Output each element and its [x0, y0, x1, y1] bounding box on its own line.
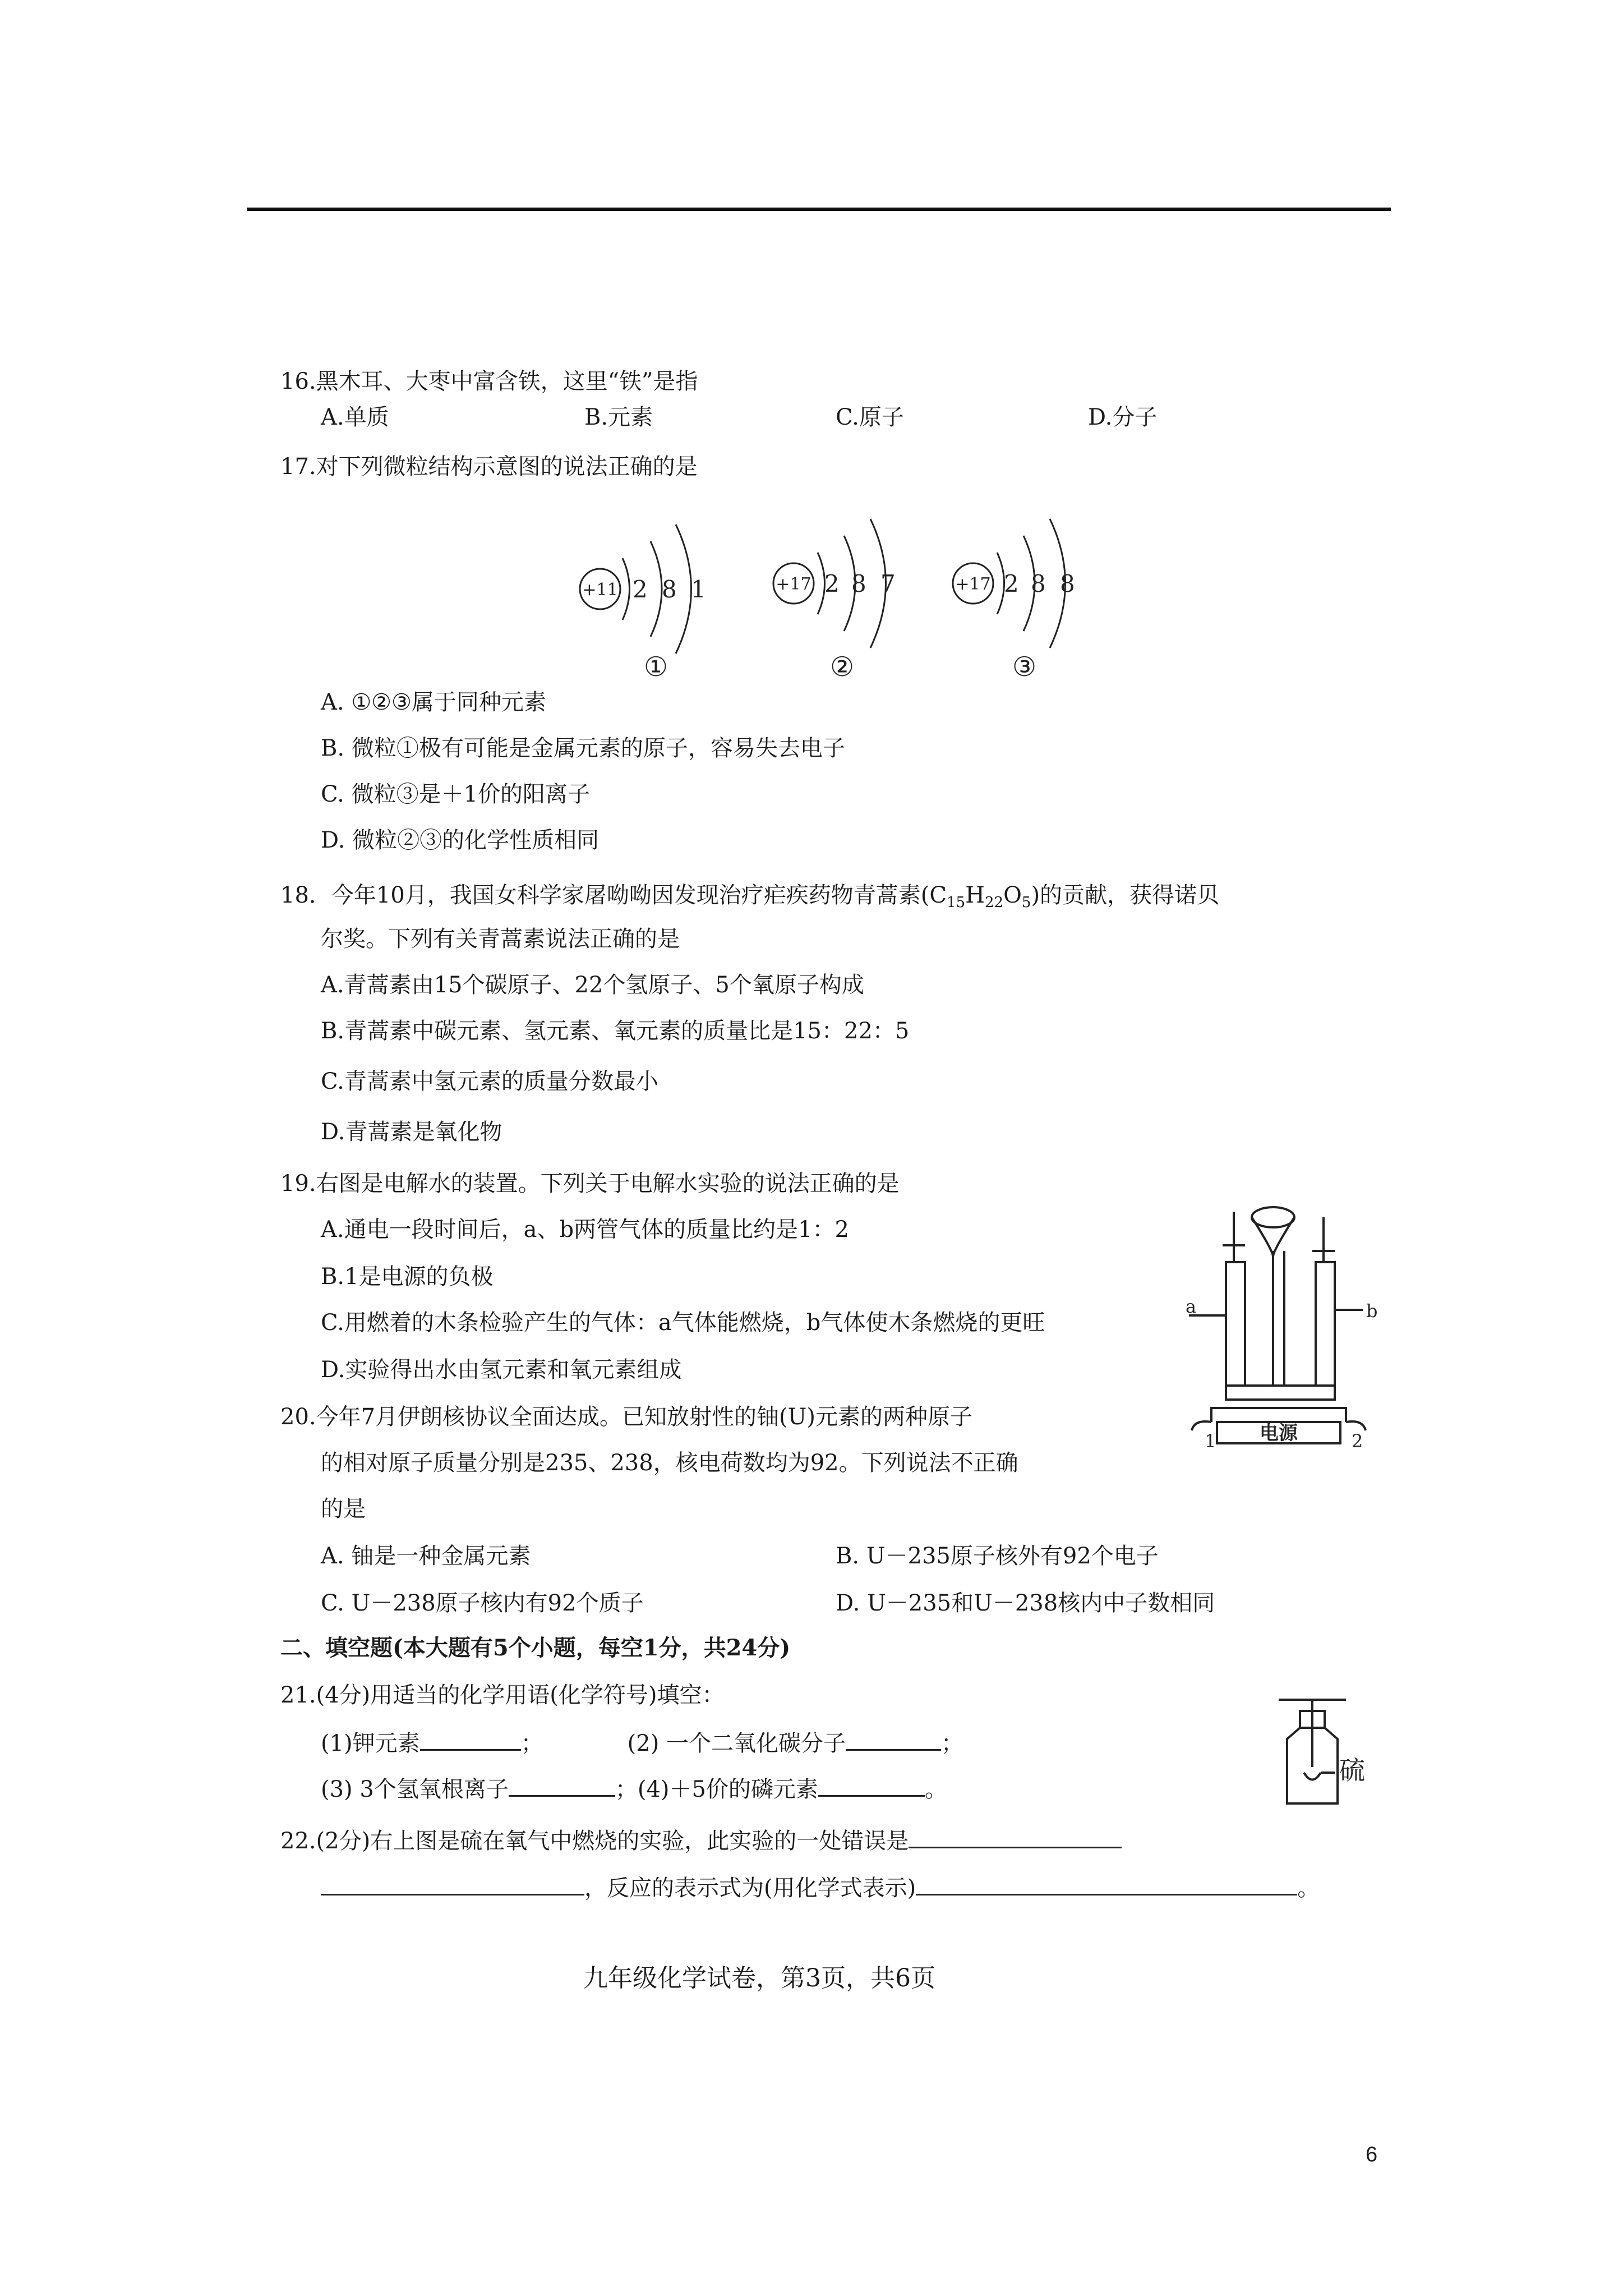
atom-2-nucleus: +17 [776, 574, 811, 594]
atom-1-nucleus: +11 [582, 580, 618, 600]
q21-stem: 21.(4分)用适当的化学用语(化学符号)填空： [280, 1682, 725, 1708]
q16-option-a: A.单质 [321, 404, 389, 430]
atom-3-shell-3: 8 [1060, 570, 1075, 597]
q21-blank-1[interactable] [420, 1727, 521, 1751]
q21-blank-2[interactable] [846, 1727, 941, 1751]
q18-stem-line1: 18．今年10月，我国女科学家屠呦呦因发现治疗疟疾药物青蒿素$(C_{15}H_{22}O_5)$的贡献，获得诺贝 [280, 882, 1220, 911]
q20-stem-line2: 的相对原子质量分别是235、238，核电荷数均为92。下列说法不正确 [321, 1450, 1018, 1476]
atom-diagram-3 [953, 519, 1075, 683]
sulfur-label: 硫 [1339, 1755, 1365, 1786]
q19-option-c: C.用燃着的木条检验产生的气体：a气体能燃烧，b气体使木条燃烧的更旺 [321, 1310, 1045, 1336]
electrolysis-apparatus-figure [1186, 1200, 1391, 1452]
q16-option-c: C.原子 [836, 404, 904, 430]
q16-stem: 16.黑木耳、大枣中富含铁，这里“铁”是指 [280, 369, 698, 394]
atom-diagram-2 [773, 519, 896, 683]
atom-1-shell-3: 1 [691, 576, 706, 603]
q22-blank-1[interactable] [909, 1824, 1122, 1848]
sulfur-combustion-flask-figure [1273, 1688, 1396, 1818]
q17-option-b: B. 微粒①极有可能是金属元素的原子，容易失去电子 [321, 735, 845, 761]
q22-blank-3[interactable] [916, 1871, 1297, 1895]
q20-option-a: A. 铀是一种金属元素 [321, 1543, 531, 1569]
q19-stem: 19.右图是电解水的装置。下列关于电解水实验的说法正确的是 [280, 1171, 900, 1197]
q17-option-c: C. 微粒③是＋1价的阳离子 [321, 781, 591, 807]
q16-option-b: B.元素 [584, 404, 653, 430]
q17-option-a: A. ①②③属于同种元素 [321, 689, 546, 715]
q16-option-d: D.分子 [1088, 404, 1158, 430]
atom-3-shell-2: 8 [1031, 570, 1046, 597]
atom-diagram-1 [580, 524, 706, 683]
q18-stem-line2: 尔奖。下列有关青蒿素说法正确的是 [321, 926, 680, 952]
q20-option-c: C. U－238原子核内有92个质子 [321, 1590, 644, 1616]
q22-line2: ，反应的表示式为(用化学式表示) 。 [321, 1871, 1320, 1904]
page-number: 6 [1366, 2143, 1378, 2166]
q20-option-b: B. U－235原子核外有92个电子 [836, 1543, 1159, 1569]
atom-3-nucleus: +17 [955, 574, 991, 594]
q20-stem-line1: 20.今年7月伊朗核协议全面达成。已知放射性的铀(U)元素的两种原子 [280, 1404, 972, 1430]
atom-2-label: ② [830, 651, 855, 683]
q18-option-c: C.青蒿素中氢元素的质量分数最小 [321, 1069, 658, 1094]
atom-2-shell-2: 8 [851, 570, 866, 597]
atom-2-shell-3: 7 [880, 570, 896, 597]
top-rule [247, 208, 1391, 211]
power-source-label: 电源 [1260, 1422, 1298, 1444]
q18-option-a: A.青蒿素由15个碳原子、22个氢原子、5个氧原子构成 [321, 972, 864, 998]
q21-blank-4[interactable] [818, 1773, 925, 1797]
atom-2-shell-1: 2 [824, 570, 840, 597]
electrolysis-label-b: b [1366, 1300, 1378, 1322]
q21-line2: (3) 3个氢氧根离子 ；(4)＋5价的磷元素 。 [321, 1773, 947, 1805]
atom-1-label: ① [644, 651, 668, 683]
atom-structure-diagrams [561, 502, 1150, 687]
q17-option-d: D. 微粒②③的化学性质相同 [321, 827, 600, 853]
q22-line1: 22.(2分)右上图是硫在氧气中燃烧的实验，此实验的一处错误是 [280, 1824, 1122, 1857]
atom-1-shell-1: 2 [633, 576, 648, 603]
q20-option-d: D. U－235和U－238核内中子数相同 [836, 1590, 1215, 1616]
section-2-heading: 二、填空题(本大题有5个小题，每空1分，共24分) [280, 1635, 791, 1661]
q20-stem-line3: 的是 [321, 1496, 366, 1522]
terminal-1-label: 1 [1205, 1430, 1216, 1452]
q22-blank-2[interactable] [321, 1871, 584, 1895]
q19-option-a: A.通电一段时间后，a、b两管气体的质量比约是1：2 [321, 1217, 849, 1243]
q18-option-b: B.青蒿素中碳元素、氢元素、氧元素的质量比是15：22：5 [321, 1018, 910, 1044]
q21-blank-3[interactable] [509, 1773, 615, 1797]
q19-option-b: B.1是电源的负极 [321, 1264, 494, 1290]
q18-option-d: D.青蒿素是氧化物 [321, 1119, 502, 1145]
terminal-2-label: 2 [1352, 1430, 1363, 1452]
atom-3-label: ③ [1012, 651, 1037, 683]
electrolysis-label-a: a [1186, 1296, 1197, 1317]
atom-1-shell-2: 8 [662, 576, 677, 603]
q17-stem: 17.对下列微粒结构示意图的说法正确的是 [280, 454, 698, 480]
q21-line1: (1)钾元素 ； (2) 一个二氧化碳分子 ； [321, 1727, 963, 1759]
q19-option-d: D.实验得出水由氢元素和氧元素组成 [321, 1357, 682, 1383]
page-footer: 九年级化学试卷，第3页，共6页 [583, 1964, 935, 1993]
atom-3-shell-1: 2 [1004, 570, 1019, 597]
